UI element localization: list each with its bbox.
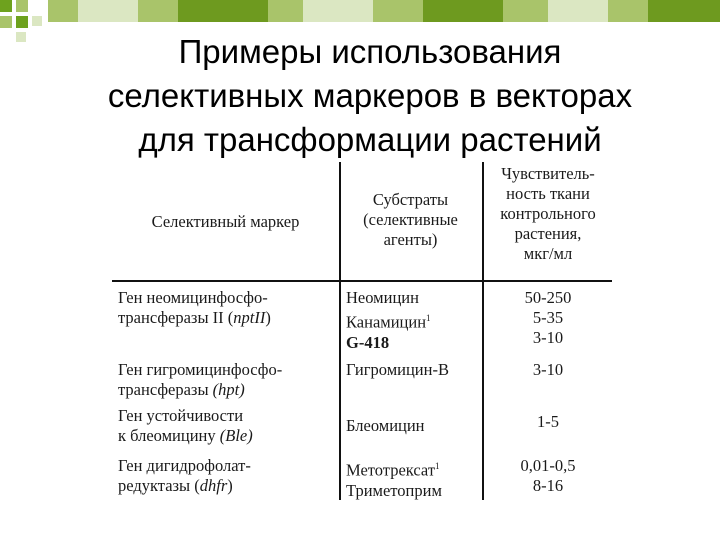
band-segment — [608, 0, 648, 22]
title-line-1: Примеры использования — [178, 33, 562, 70]
band-segment — [423, 0, 503, 22]
table-row-4-substrates: Метотрексат$^1$ Триметоприм — [346, 460, 442, 500]
top-decorative-band — [0, 0, 720, 22]
table-row-2-marker: Ген гигромицинфосфо- трансферазы (hpt) — [118, 360, 283, 399]
band-segment — [268, 0, 303, 22]
title-line-3: для трансформации растений — [138, 121, 602, 158]
header-substrates: Субстраты (селективные агенты) — [363, 190, 458, 249]
table-row-3-marker: Ген устойчивости к блеомицину (Ble) — [118, 406, 253, 445]
band-segment — [503, 0, 548, 22]
band-segment — [303, 0, 373, 22]
band-segment — [78, 0, 138, 22]
slide-title — [40, 30, 700, 162]
band-segment — [48, 0, 78, 22]
band-segment — [373, 0, 423, 22]
table-row-3-values: 1-5 — [537, 412, 559, 431]
selective-markers-table — [112, 162, 612, 500]
table-row-2-values: 3-10 — [532, 360, 564, 379]
band-segment — [648, 0, 720, 22]
title-line-2: селективных маркеров в векторах — [107, 77, 633, 114]
header-marker: Селективный маркер — [151, 212, 300, 231]
table-row-4-values: 0,01-0,5 8-16 — [520, 456, 576, 495]
band-segment — [548, 0, 608, 22]
header-sensitivity: Чувствитель- ность ткани контрольного растения, мкг/мл — [500, 164, 596, 263]
table-row-1-marker: Ген неомицинфосфо- трансферазы II (nptII) — [118, 288, 271, 327]
table-row-4-marker: Ген дигидрофолат- редуктазы (dhfr) — [118, 456, 251, 495]
table-row-1-values: 50-250 5-35 3-10 — [524, 288, 572, 347]
band-segment — [178, 0, 268, 22]
band-segment — [138, 0, 178, 22]
table-row-1-substrates: Неомицин Канамицин$^1$ G-418 — [346, 288, 431, 352]
table-row-3-substrates: Блеомицин — [346, 416, 425, 435]
table-row-2-substrates: Гигромицин-В — [346, 360, 449, 379]
